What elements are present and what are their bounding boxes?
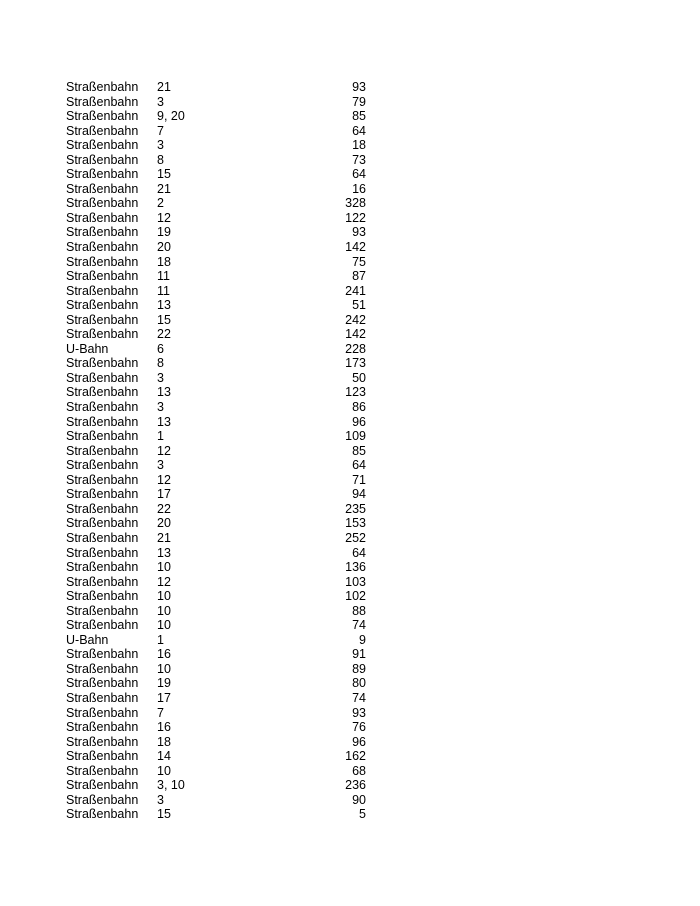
line-number-cell: 22 <box>157 501 171 516</box>
table-row <box>66 720 376 735</box>
line-number-cell: 21 <box>157 181 171 196</box>
count-cell: 90 <box>352 792 366 807</box>
table-row <box>66 793 376 808</box>
count-cell: 91 <box>352 647 366 662</box>
count-cell: 94 <box>352 487 366 502</box>
transport-type-cell: Straßenbahn <box>66 254 139 269</box>
count-cell: 51 <box>352 298 366 313</box>
table-row <box>66 269 376 284</box>
transport-type-cell: Straßenbahn <box>66 283 139 298</box>
line-number-cell: 18 <box>157 734 171 749</box>
line-number-cell: 20 <box>157 516 171 531</box>
line-number-cell: 12 <box>157 574 171 589</box>
transport-type-cell: Straßenbahn <box>66 370 139 385</box>
table-row <box>66 356 376 371</box>
transport-type-cell: Straßenbahn <box>66 516 139 531</box>
transport-type-cell: Straßenbahn <box>66 123 139 138</box>
table-row <box>66 458 376 473</box>
table-row <box>66 124 376 139</box>
line-number-cell: 13 <box>157 298 171 313</box>
transport-type-cell: Straßenbahn <box>66 676 139 691</box>
line-number-cell: 1 <box>157 429 164 444</box>
transport-type-cell: Straßenbahn <box>66 501 139 516</box>
transport-type-cell: Straßenbahn <box>66 429 139 444</box>
table-row <box>66 342 376 357</box>
count-cell: 85 <box>352 443 366 458</box>
table-row <box>66 429 376 444</box>
line-number-cell: 11 <box>157 283 170 298</box>
count-cell: 16 <box>352 181 366 196</box>
count-cell: 109 <box>345 429 366 444</box>
table-row <box>66 618 376 633</box>
line-number-cell: 12 <box>157 472 171 487</box>
count-cell: 93 <box>352 80 366 94</box>
transport-type-cell: Straßenbahn <box>66 720 139 735</box>
transport-type-cell: Straßenbahn <box>66 807 139 822</box>
count-cell: 102 <box>345 589 366 604</box>
count-cell: 75 <box>352 254 366 269</box>
line-number-cell: 3, 10 <box>157 778 185 793</box>
table-row <box>66 778 376 793</box>
transport-type-cell: Straßenbahn <box>66 225 139 240</box>
table-row <box>66 706 376 721</box>
count-cell: 93 <box>352 705 366 720</box>
line-number-cell: 13 <box>157 414 171 429</box>
table-row <box>66 153 376 168</box>
table-row <box>66 385 376 400</box>
line-number-cell: 10 <box>157 589 171 604</box>
line-number-cell: 20 <box>157 240 171 255</box>
count-cell: 228 <box>345 341 366 356</box>
transport-type-cell: Straßenbahn <box>66 109 139 124</box>
transport-type-cell: Straßenbahn <box>66 414 139 429</box>
table-row <box>66 516 376 531</box>
table-row <box>66 415 376 430</box>
line-number-cell: 3 <box>157 400 164 415</box>
count-cell: 71 <box>352 472 366 487</box>
count-cell: 136 <box>345 560 366 575</box>
count-cell: 64 <box>352 545 366 560</box>
table-row <box>66 240 376 255</box>
line-number-cell: 7 <box>157 705 164 720</box>
table-row <box>66 444 376 459</box>
count-cell: 80 <box>352 676 366 691</box>
table-row <box>66 225 376 240</box>
count-cell: 85 <box>352 109 366 124</box>
line-number-cell: 1 <box>157 632 164 647</box>
transport-type-cell: Straßenbahn <box>66 80 139 94</box>
count-cell: 64 <box>352 123 366 138</box>
transport-type-cell: Straßenbahn <box>66 763 139 778</box>
table-row <box>66 371 376 386</box>
table-row <box>66 589 376 604</box>
line-number-cell: 16 <box>157 720 171 735</box>
line-number-cell: 9, 20 <box>157 109 185 124</box>
transport-type-cell: Straßenbahn <box>66 385 139 400</box>
transport-type-cell: U-Bahn <box>66 341 109 356</box>
line-number-cell: 8 <box>157 152 164 167</box>
count-cell: 173 <box>345 356 366 371</box>
line-number-cell: 8 <box>157 356 164 371</box>
table-row <box>66 138 376 153</box>
transport-type-cell: Straßenbahn <box>66 530 139 545</box>
transport-type-cell: Straßenbahn <box>66 210 139 225</box>
line-number-cell: 19 <box>157 225 171 240</box>
transport-type-cell: Straßenbahn <box>66 152 139 167</box>
table-row <box>66 647 376 662</box>
table-row <box>66 807 376 822</box>
table-row <box>66 182 376 197</box>
count-cell: 93 <box>352 225 366 240</box>
line-number-cell: 15 <box>157 807 171 822</box>
transport-type-cell: Straßenbahn <box>66 94 139 109</box>
table-row <box>66 167 376 182</box>
transport-type-cell: Straßenbahn <box>66 472 139 487</box>
table-row <box>66 109 376 124</box>
line-number-cell: 3 <box>157 458 164 473</box>
transport-type-cell: Straßenbahn <box>66 734 139 749</box>
table-row <box>66 211 376 226</box>
table-row <box>66 487 376 502</box>
count-cell: 64 <box>352 458 366 473</box>
line-number-cell: 21 <box>157 530 171 545</box>
table-row <box>66 560 376 575</box>
count-cell: 153 <box>345 516 366 531</box>
table-row <box>66 473 376 488</box>
transport-type-cell: Straßenbahn <box>66 749 139 764</box>
count-cell: 64 <box>352 167 366 182</box>
line-number-cell: 13 <box>157 545 171 560</box>
transport-type-cell: Straßenbahn <box>66 690 139 705</box>
transport-type-cell: Straßenbahn <box>66 618 139 633</box>
transport-type-cell: Straßenbahn <box>66 327 139 342</box>
count-cell: 50 <box>352 370 366 385</box>
line-number-cell: 15 <box>157 167 171 182</box>
line-number-cell: 3 <box>157 792 164 807</box>
line-number-cell: 22 <box>157 327 171 342</box>
table-row <box>66 764 376 779</box>
line-number-cell: 12 <box>157 210 171 225</box>
transport-type-cell: Straßenbahn <box>66 181 139 196</box>
table-row <box>66 95 376 110</box>
count-cell: 252 <box>345 530 366 545</box>
count-cell: 96 <box>352 734 366 749</box>
line-number-cell: 18 <box>157 254 171 269</box>
transport-type-cell: Straßenbahn <box>66 138 139 153</box>
transport-type-cell: Straßenbahn <box>66 574 139 589</box>
count-cell: 87 <box>352 269 366 284</box>
table-row <box>66 575 376 590</box>
count-cell: 122 <box>345 210 366 225</box>
count-cell: 142 <box>345 327 366 342</box>
table-row <box>66 80 376 95</box>
table-row <box>66 662 376 677</box>
transport-type-cell: Straßenbahn <box>66 356 139 371</box>
count-cell: 96 <box>352 414 366 429</box>
transport-type-cell: Straßenbahn <box>66 167 139 182</box>
transport-type-cell: Straßenbahn <box>66 603 139 618</box>
line-number-cell: 10 <box>157 603 171 618</box>
count-cell: 89 <box>352 661 366 676</box>
transport-type-cell: Straßenbahn <box>66 400 139 415</box>
count-cell: 74 <box>352 618 366 633</box>
table-row <box>66 546 376 561</box>
count-cell: 142 <box>345 240 366 255</box>
count-cell: 74 <box>352 690 366 705</box>
table-row <box>66 604 376 619</box>
table-row <box>66 633 376 648</box>
line-number-cell: 21 <box>157 80 171 94</box>
transport-type-cell: Straßenbahn <box>66 443 139 458</box>
line-number-cell: 3 <box>157 370 164 385</box>
line-number-cell: 19 <box>157 676 171 691</box>
count-cell: 88 <box>352 603 366 618</box>
count-cell: 241 <box>345 283 366 298</box>
count-cell: 68 <box>352 763 366 778</box>
line-number-cell: 16 <box>157 647 171 662</box>
line-number-cell: 3 <box>157 94 164 109</box>
transport-type-cell: Straßenbahn <box>66 705 139 720</box>
table-row <box>66 327 376 342</box>
table-row <box>66 313 376 328</box>
line-number-cell: 15 <box>157 312 171 327</box>
count-cell: 235 <box>345 501 366 516</box>
table-row <box>66 735 376 750</box>
table-row <box>66 502 376 517</box>
transport-type-cell: Straßenbahn <box>66 458 139 473</box>
transport-type-cell: Straßenbahn <box>66 487 139 502</box>
table-row <box>66 400 376 415</box>
count-cell: 162 <box>345 749 366 764</box>
transport-type-cell: Straßenbahn <box>66 560 139 575</box>
transport-type-cell: Straßenbahn <box>66 661 139 676</box>
data-table <box>66 80 376 822</box>
table-row <box>66 691 376 706</box>
transport-type-cell: Straßenbahn <box>66 778 139 793</box>
line-number-cell: 6 <box>157 341 164 356</box>
transport-type-cell: Straßenbahn <box>66 240 139 255</box>
line-number-cell: 12 <box>157 443 171 458</box>
transport-type-cell: Straßenbahn <box>66 647 139 662</box>
line-number-cell: 7 <box>157 123 164 138</box>
count-cell: 5 <box>359 807 366 822</box>
count-cell: 79 <box>352 94 366 109</box>
table-row <box>66 531 376 546</box>
count-cell: 236 <box>345 778 366 793</box>
line-number-cell: 10 <box>157 618 171 633</box>
count-cell: 242 <box>345 312 366 327</box>
line-number-cell: 17 <box>157 690 171 705</box>
count-cell: 123 <box>345 385 366 400</box>
transport-type-cell: Straßenbahn <box>66 312 139 327</box>
transport-type-cell: Straßenbahn <box>66 269 139 284</box>
line-number-cell: 3 <box>157 138 164 153</box>
table-row <box>66 284 376 299</box>
line-number-cell: 17 <box>157 487 171 502</box>
count-cell: 9 <box>359 632 366 647</box>
line-number-cell: 2 <box>157 196 164 211</box>
count-cell: 86 <box>352 400 366 415</box>
table-row <box>66 196 376 211</box>
count-cell: 103 <box>345 574 366 589</box>
count-cell: 18 <box>352 138 366 153</box>
transport-type-cell: Straßenbahn <box>66 298 139 313</box>
transport-type-cell: Straßenbahn <box>66 196 139 211</box>
table-row <box>66 298 376 313</box>
count-cell: 76 <box>352 720 366 735</box>
line-number-cell: 14 <box>157 749 171 764</box>
transport-type-cell: U-Bahn <box>66 632 109 647</box>
line-number-cell: 10 <box>157 560 171 575</box>
transport-type-cell: Straßenbahn <box>66 589 139 604</box>
table-row <box>66 676 376 691</box>
count-cell: 328 <box>345 196 366 211</box>
line-number-cell: 13 <box>157 385 171 400</box>
transport-type-cell: Straßenbahn <box>66 545 139 560</box>
count-cell: 73 <box>352 152 366 167</box>
transport-type-cell: Straßenbahn <box>66 792 139 807</box>
line-number-cell: 10 <box>157 763 171 778</box>
line-number-cell: 11 <box>157 269 170 284</box>
line-number-cell: 10 <box>157 661 171 676</box>
table-row <box>66 255 376 270</box>
table-row <box>66 749 376 764</box>
